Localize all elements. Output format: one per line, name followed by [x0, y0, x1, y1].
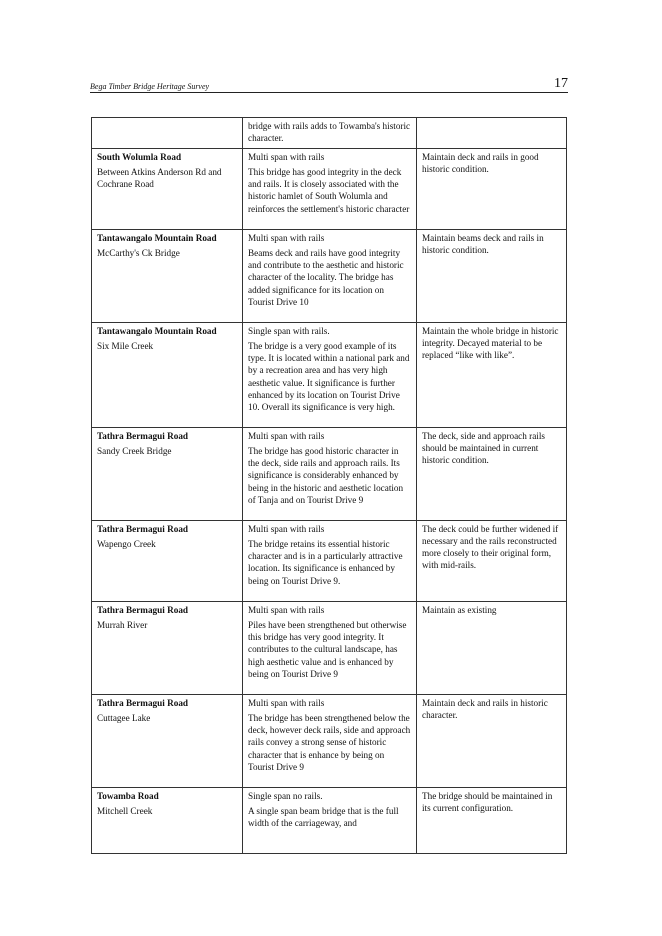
description-text: Piles have been strengthened but otherwise this bridge has very good integrity. It contributes to the cultural landscape, has high aesthetic value and is enhanced by being on Tourist Drive 9 [248, 619, 407, 680]
description-cell [243, 787, 417, 853]
description-text: The bridge is a very good example of its type. It is located within a national park and by a recreation area and has very high aesthetic value. It significance is further enhanced by its location on Tourist Drive 10. Overall its significance is very high. [248, 340, 410, 413]
bridge-location: Sandy Creek Bridge [97, 445, 172, 456]
description-text: The bridge retains its essential historic character and is in a particularly attractive location. Its significance is enhanced by being on Tourist Drive 9. [248, 538, 403, 586]
bridge-location: Between Atkins Anderson Rd and Cochrane Road [97, 166, 222, 190]
road-name: Tantawangalo Mountain Road [97, 232, 217, 243]
management-cell [417, 322, 567, 427]
road-name: Tathra Bermagui Road [97, 697, 189, 708]
bridge-location: Murrah River [97, 619, 148, 630]
description-cell [243, 694, 417, 787]
road-cell [92, 322, 243, 427]
management-cell [417, 787, 567, 853]
road-cell [92, 118, 243, 149]
bridge-location: Mitchell Creek [97, 805, 153, 816]
table-row [92, 520, 567, 601]
description-text: A single span beam bridge that is the full width of the carriageway, and [248, 805, 399, 829]
table-row [92, 118, 567, 149]
description-cell [243, 520, 417, 601]
management-text: Maintain as existing [422, 604, 497, 615]
road-name: Tathra Bermagui Road [97, 430, 189, 441]
management-text: The deck, side and approach rails should be maintained in current historic condition. [422, 430, 545, 466]
table-row [92, 787, 567, 853]
description-cell [243, 427, 417, 520]
page-number: 17 [554, 76, 568, 91]
management-text: Maintain beams deck and rails in historic condition. [422, 232, 544, 255]
description-cell [243, 118, 417, 149]
span-type: Single span no rails. [248, 790, 323, 801]
table-row [92, 148, 567, 229]
description-text: The bridge has good historic character in the deck, side rails and approach rails. Its significance is considerably enhanced by being in the historic and aesthetic location of Tanja and on Tourist Drive 9 [248, 445, 404, 506]
management-cell [417, 148, 567, 229]
span-type: Single span with rails. [248, 325, 330, 336]
document-title: Bega Timber Bridge Heritage Survey [90, 82, 210, 91]
bridge-location: Cuttagee Lake [97, 712, 151, 723]
table-row [92, 229, 567, 322]
road-cell [92, 229, 243, 322]
road-cell [92, 694, 243, 787]
description-cell [243, 322, 417, 427]
management-text: The bridge should be maintained in its current configuration. [422, 790, 553, 813]
span-type: Multi span with rails [248, 430, 325, 441]
description-text: The bridge has been strengthened below the deck, however deck rails, side and approach rails convey a strong sense of historic character that is enhance by being on Tourist Drive 9 [248, 712, 411, 773]
description-cell [243, 148, 417, 229]
management-text: Maintain deck and rails in historic character. [422, 697, 548, 720]
road-name: Towamba Road [97, 790, 159, 801]
road-name: South Wolumla Road [97, 151, 182, 162]
span-type: Multi span with rails [248, 232, 325, 243]
page-header [90, 76, 568, 93]
management-cell [417, 520, 567, 601]
road-cell [92, 520, 243, 601]
table-row [92, 694, 567, 787]
management-text: Maintain the whole bridge in historic integrity. Decayed material to be replaced “like with like”. [422, 325, 559, 361]
road-name: Tantawangalo Mountain Road [97, 325, 217, 336]
table-row [92, 322, 567, 427]
management-cell [417, 118, 567, 149]
table-row [92, 427, 567, 520]
bridge-location: Wapengo Creek [97, 538, 156, 549]
management-cell [417, 427, 567, 520]
road-cell [92, 787, 243, 853]
road-name: Tathra Bermagui Road [97, 604, 189, 615]
bridge-table [91, 117, 567, 854]
description-text: Beams deck and rails have good integrity and contribute to the aesthetic and historic character of the locality. The bridge has added significance for its location on Tourist Drive 10 [248, 247, 404, 308]
bridge-location: McCarthy's Ck Bridge [97, 247, 180, 258]
road-cell [92, 427, 243, 520]
span-type: Multi span with rails [248, 604, 325, 615]
management-cell [417, 229, 567, 322]
span-type: Multi span with rails [248, 697, 325, 708]
management-cell [417, 601, 567, 694]
road-cell [92, 601, 243, 694]
description-cell [243, 601, 417, 694]
description-cell [243, 229, 417, 322]
description-text: This bridge has good integrity in the deck and rails. It is closely associated with the historic hamlet of South Wolumla and reinforces the settlement's historic character [248, 166, 410, 214]
table-row [92, 601, 567, 694]
description-text: bridge with rails adds to Towamba's historic character. [248, 121, 411, 144]
bridge-location: Six Mile Creek [97, 340, 154, 351]
road-name: Tathra Bermagui Road [97, 523, 189, 534]
span-type: Multi span with rails [248, 523, 325, 534]
management-text: Maintain deck and rails in good historic condition. [422, 151, 539, 174]
management-cell [417, 694, 567, 787]
management-text: The deck could be further widened if necessary and the rails reconstructed more closely to their original form, with mid-rails. [422, 523, 559, 571]
span-type: Multi span with rails [248, 151, 325, 162]
road-cell [92, 148, 243, 229]
